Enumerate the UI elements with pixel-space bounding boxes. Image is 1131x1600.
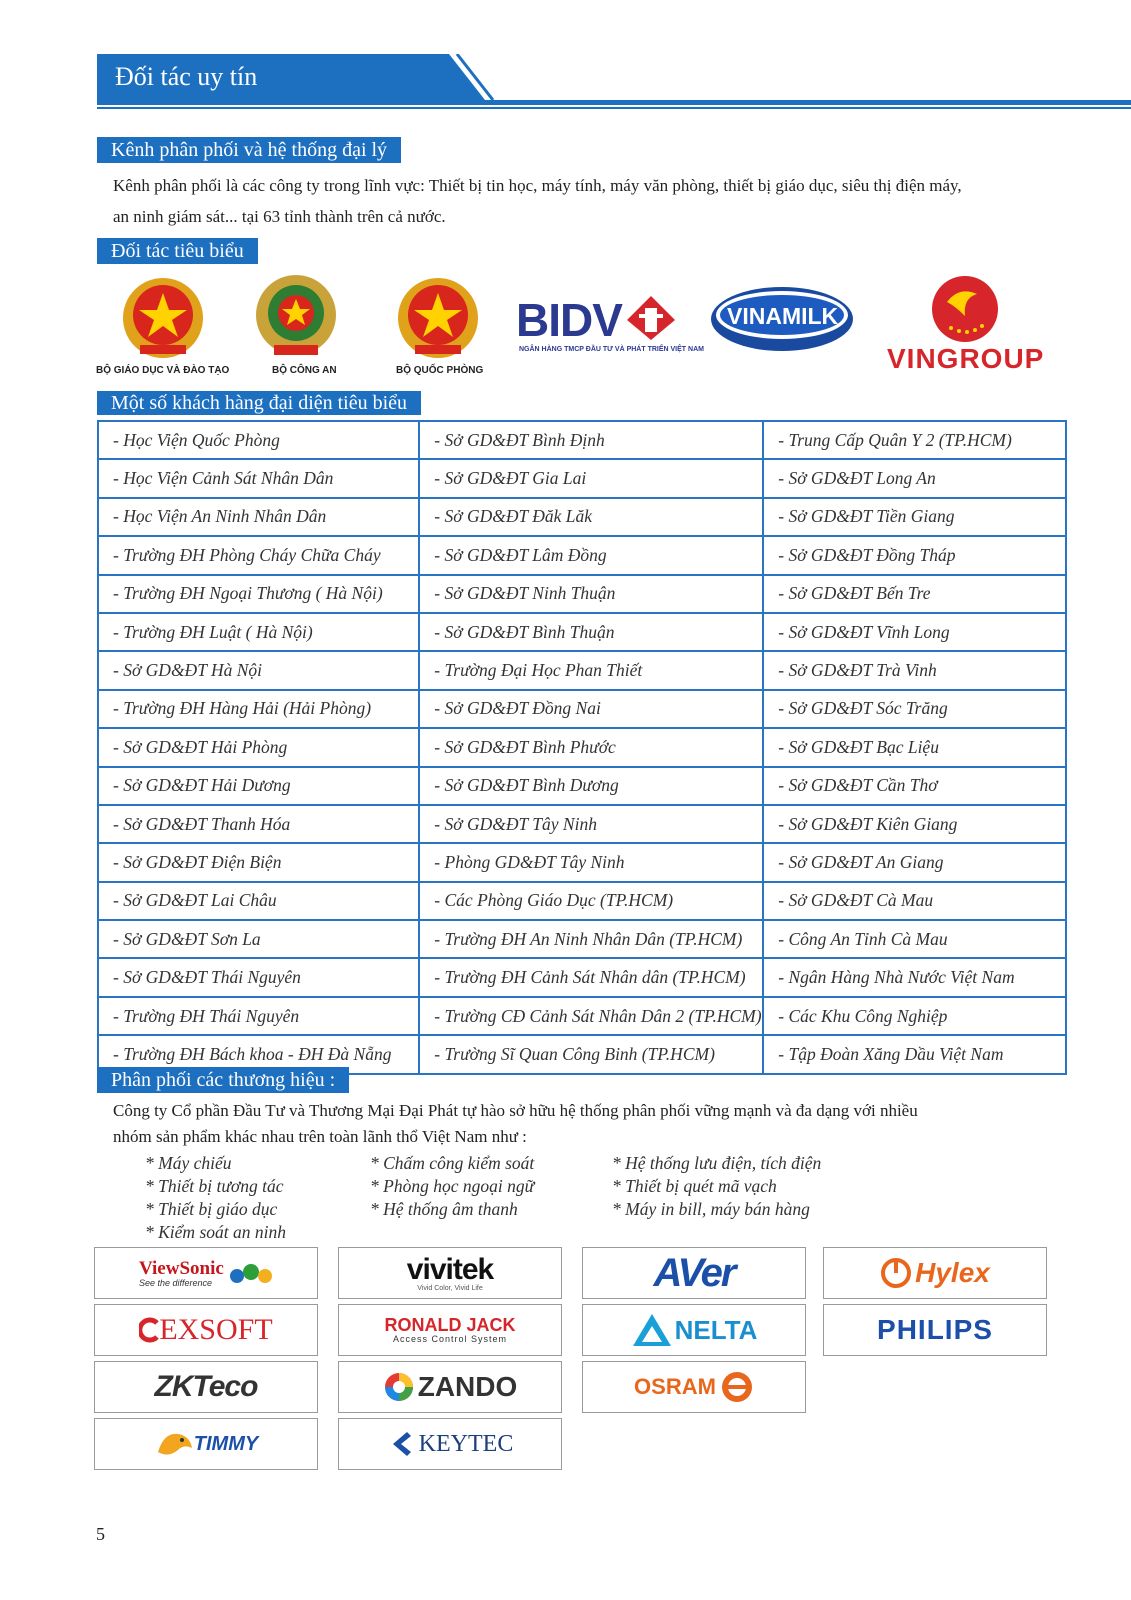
list-item: * Thiết bị quét mã vạch (612, 1176, 777, 1196)
table-cell: - Sở GD&ĐT Điện Biện (98, 843, 419, 881)
table-row (98, 920, 1066, 958)
table-cell: - Trường ĐH Luật ( Hà Nội) (98, 613, 419, 651)
partners-heading: Đối tác tiêu biểu (97, 238, 258, 264)
table-cell: - Sở GD&ĐT Bình Phước (419, 728, 763, 766)
table-cell: - Sở GD&ĐT Kiên Giang (763, 805, 1066, 843)
table-cell: - Sở GD&ĐT Lâm Đồng (419, 536, 763, 574)
table-row (98, 805, 1066, 843)
brand-philips: PHILIPS (823, 1304, 1047, 1356)
partner-caption-1: BỘ GIÁO DỤC VÀ ĐÀO TẠO (96, 365, 230, 376)
table-cell: - Sở GD&ĐT Cà Mau (763, 882, 1066, 920)
vinamilk-logo: VINAMILK (727, 303, 839, 329)
table-row (98, 536, 1066, 574)
table-cell: - Sở GD&ĐT Bến Tre (763, 575, 1066, 613)
table-cell: - Sở GD&ĐT Hà Nội (98, 651, 419, 689)
product-list-1 (145, 1152, 286, 1244)
table-row (98, 575, 1066, 613)
table-cell: - Trường ĐH An Ninh Nhân Dân (TP.HCM) (419, 920, 763, 958)
list-item: * Máy in bill, máy bán hàng (612, 1199, 810, 1219)
table-cell: - Sở GD&ĐT Thanh Hóa (98, 805, 419, 843)
table-row (98, 421, 1066, 459)
brand-zando: ZANDO (338, 1361, 562, 1413)
brand-delta: NELTA (582, 1304, 806, 1356)
tiger-icon (154, 1428, 194, 1460)
delta-triangle-icon (631, 1312, 673, 1348)
customer-table (97, 420, 1067, 1075)
list-item: * Phòng học ngoại ngữ (370, 1176, 535, 1196)
page-number: 5 (96, 1524, 105, 1544)
brand-ronald-jack: RONALD JACK Access Control System (338, 1304, 562, 1356)
national-emblem-icon (120, 275, 206, 361)
table-cell: - Sở GD&ĐT Tây Ninh (419, 805, 763, 843)
table-cell: - Sở GD&ĐT Thái Nguyên (98, 958, 419, 996)
brand-keytec: KEYTEC (338, 1418, 562, 1470)
table-cell: - Sở GD&ĐT Gia Lai (419, 459, 763, 497)
page-title: Đối tác uy tín (115, 62, 258, 91)
table-cell: - Trung Cấp Quân Y 2 (TP.HCM) (763, 421, 1066, 459)
osram-bulb-icon (720, 1370, 754, 1404)
table-cell: - Các Phòng Giáo Dục (TP.HCM) (419, 882, 763, 920)
table-cell: - Tập Đoàn Xăng Dầu Việt Nam (763, 1035, 1066, 1073)
distribution-heading: Kênh phân phối và hệ thống đại lý (97, 137, 401, 163)
list-item: * Hệ thống lưu điện, tích điện (612, 1153, 822, 1173)
table-row (98, 958, 1066, 996)
table-cell: - Trường ĐH Ngoại Thương ( Hà Nội) (98, 575, 419, 613)
table-cell: - Sở GD&ĐT Tiền Giang (763, 498, 1066, 536)
brand-hylex: Hylex (823, 1247, 1047, 1299)
table-cell: - Phòng GD&ĐT Tây Ninh (419, 843, 763, 881)
table-row (98, 459, 1066, 497)
list-item: * Kiểm soát an ninh (145, 1222, 286, 1242)
vingroup-logo: VINGROUP (887, 343, 1045, 374)
header-divider (97, 100, 1131, 105)
table-cell: - Trường ĐH Hàng Hải (Hải Phòng) (98, 690, 419, 728)
table-cell: - Trường Đại Học Phan Thiết (419, 651, 763, 689)
list-item: * Chấm công kiểm soát (370, 1153, 535, 1173)
distribution-text-1: Kênh phân phối là các công ty trong lĩnh vực: Thiết bị tin học, máy tính, máy văn phòng, thiết bị giáo dục, siêu thị điện máy, (113, 176, 962, 195)
customers-heading: Một số khách hàng đại diện tiêu biểu (97, 391, 421, 415)
product-list-2 (370, 1152, 534, 1221)
table-cell: - Sở GD&ĐT Bình Dương (419, 767, 763, 805)
table-cell: - Học Viện An Ninh Nhân Dân (98, 498, 419, 536)
table-cell: - Sở GD&ĐT Đăk Lăk (419, 498, 763, 536)
table-cell: - Học Viện Cảnh Sát Nhân Dân (98, 459, 419, 497)
bidv-mark-icon (625, 294, 677, 340)
table-cell: - Sở GD&ĐT An Giang (763, 843, 1066, 881)
table-cell: - Sở GD&ĐT Cần Thơ (763, 767, 1066, 805)
table-row (98, 767, 1066, 805)
table-row (98, 728, 1066, 766)
table-row (98, 997, 1066, 1035)
table-row (98, 843, 1066, 881)
national-emblem-icon (395, 275, 481, 361)
table-cell: - Sở GD&ĐT Trà Vinh (763, 651, 1066, 689)
table-cell: - Trường Sĩ Quan Công Binh (TP.HCM) (419, 1035, 763, 1073)
brands-heading: Phân phối các thương hiệu : (97, 1067, 349, 1093)
vingroup-mark-icon (929, 276, 1001, 342)
table-cell: - Sở GD&ĐT Hải Phòng (98, 728, 419, 766)
distribution-text-2: an ninh giám sát... tại 63 tỉnh thành trên cả nước. (113, 207, 446, 226)
brand-zkteco: ZKTeco (94, 1361, 318, 1413)
partner-caption-2: BỘ CÔNG AN (272, 365, 337, 376)
exsoft-mark-icon (139, 1317, 159, 1343)
table-cell: - Các Khu Công Nghiệp (763, 997, 1066, 1035)
brand-vivitek: vivitek Vivid Color, Vivid Life (338, 1247, 562, 1299)
list-item: * Hệ thống âm thanh (370, 1199, 518, 1219)
brand-osram: OSRAM (582, 1361, 806, 1413)
zando-swirl-icon (383, 1371, 415, 1403)
partner-caption-3: BỘ QUỐC PHÒNG (396, 365, 484, 376)
bidv-subtitle: NGÂN HÀNG TMCP ĐẦU TƯ VÀ PHÁT TRIỂN VIỆT NAM (519, 346, 704, 353)
table-cell: - Sở GD&ĐT Hải Dương (98, 767, 419, 805)
table-cell: - Sở GD&ĐT Lai Châu (98, 882, 419, 920)
table-row (98, 690, 1066, 728)
hylex-power-icon (880, 1257, 912, 1289)
brand-viewsonic: ViewSonic See the difference (94, 1247, 318, 1299)
list-item: * Máy chiếu (145, 1153, 232, 1173)
table-cell: - Sở GD&ĐT Sơn La (98, 920, 419, 958)
table-cell: - Sở GD&ĐT Sóc Trăng (763, 690, 1066, 728)
brands-intro-1: Công ty Cổ phần Đầu Tư và Thương Mại Đại Phát tự hào sở hữu hệ thống phân phối vững mạnh và đa dạng với nhiều (113, 1101, 918, 1120)
table-cell: - Học Viện Quốc Phòng (98, 421, 419, 459)
bidv-logo: BIDV (516, 294, 622, 346)
table-cell: - Sở GD&ĐT Long An (763, 459, 1066, 497)
list-item: * Thiết bị tương tác (145, 1176, 284, 1196)
brand-aver: AVer (582, 1247, 806, 1299)
table-cell: - Sở GD&ĐT Bình Thuận (419, 613, 763, 651)
police-emblem-icon (250, 273, 342, 363)
table-cell: - Trường CĐ Cảnh Sát Nhân Dân 2 (TP.HCM) (419, 997, 763, 1035)
product-list-3 (612, 1152, 821, 1221)
table-cell: - Trường ĐH Bách khoa - ĐH Đà Nẵng (98, 1035, 419, 1073)
table-cell: - Sở GD&ĐT Bình Định (419, 421, 763, 459)
table-cell: - Trường ĐH Cảnh Sát Nhân dân (TP.HCM) (419, 958, 763, 996)
keytec-mark-icon (387, 1430, 415, 1458)
table-cell: - Sở GD&ĐT Đồng Nai (419, 690, 763, 728)
brand-timmy: TIMMY (94, 1418, 318, 1470)
table-row (98, 651, 1066, 689)
table-cell: - Sở GD&ĐT Vĩnh Long (763, 613, 1066, 651)
table-cell: - Trường ĐH Thái Nguyên (98, 997, 419, 1035)
brand-exsoft: EXSOFT (94, 1304, 318, 1356)
table-cell: - Sở GD&ĐT Bạc Liệu (763, 728, 1066, 766)
list-item: * Thiết bị giáo dục (145, 1199, 278, 1219)
table-cell: - Sở GD&ĐT Ninh Thuận (419, 575, 763, 613)
header-divider-thin (97, 107, 1131, 109)
table-cell: - Công An Tỉnh Cà Mau (763, 920, 1066, 958)
table-cell: - Trường ĐH Phòng Cháy Chữa Cháy (98, 536, 419, 574)
table-cell: - Sở GD&ĐT Đồng Tháp (763, 536, 1066, 574)
table-cell: - Ngân Hàng Nhà Nước Việt Nam (763, 958, 1066, 996)
table-row (98, 882, 1066, 920)
table-row (98, 613, 1066, 651)
birds-icon (229, 1260, 275, 1288)
brands-intro-2: nhóm sản phẩm khác nhau trên toàn lãnh thổ Việt Nam như : (113, 1127, 527, 1146)
table-row (98, 498, 1066, 536)
